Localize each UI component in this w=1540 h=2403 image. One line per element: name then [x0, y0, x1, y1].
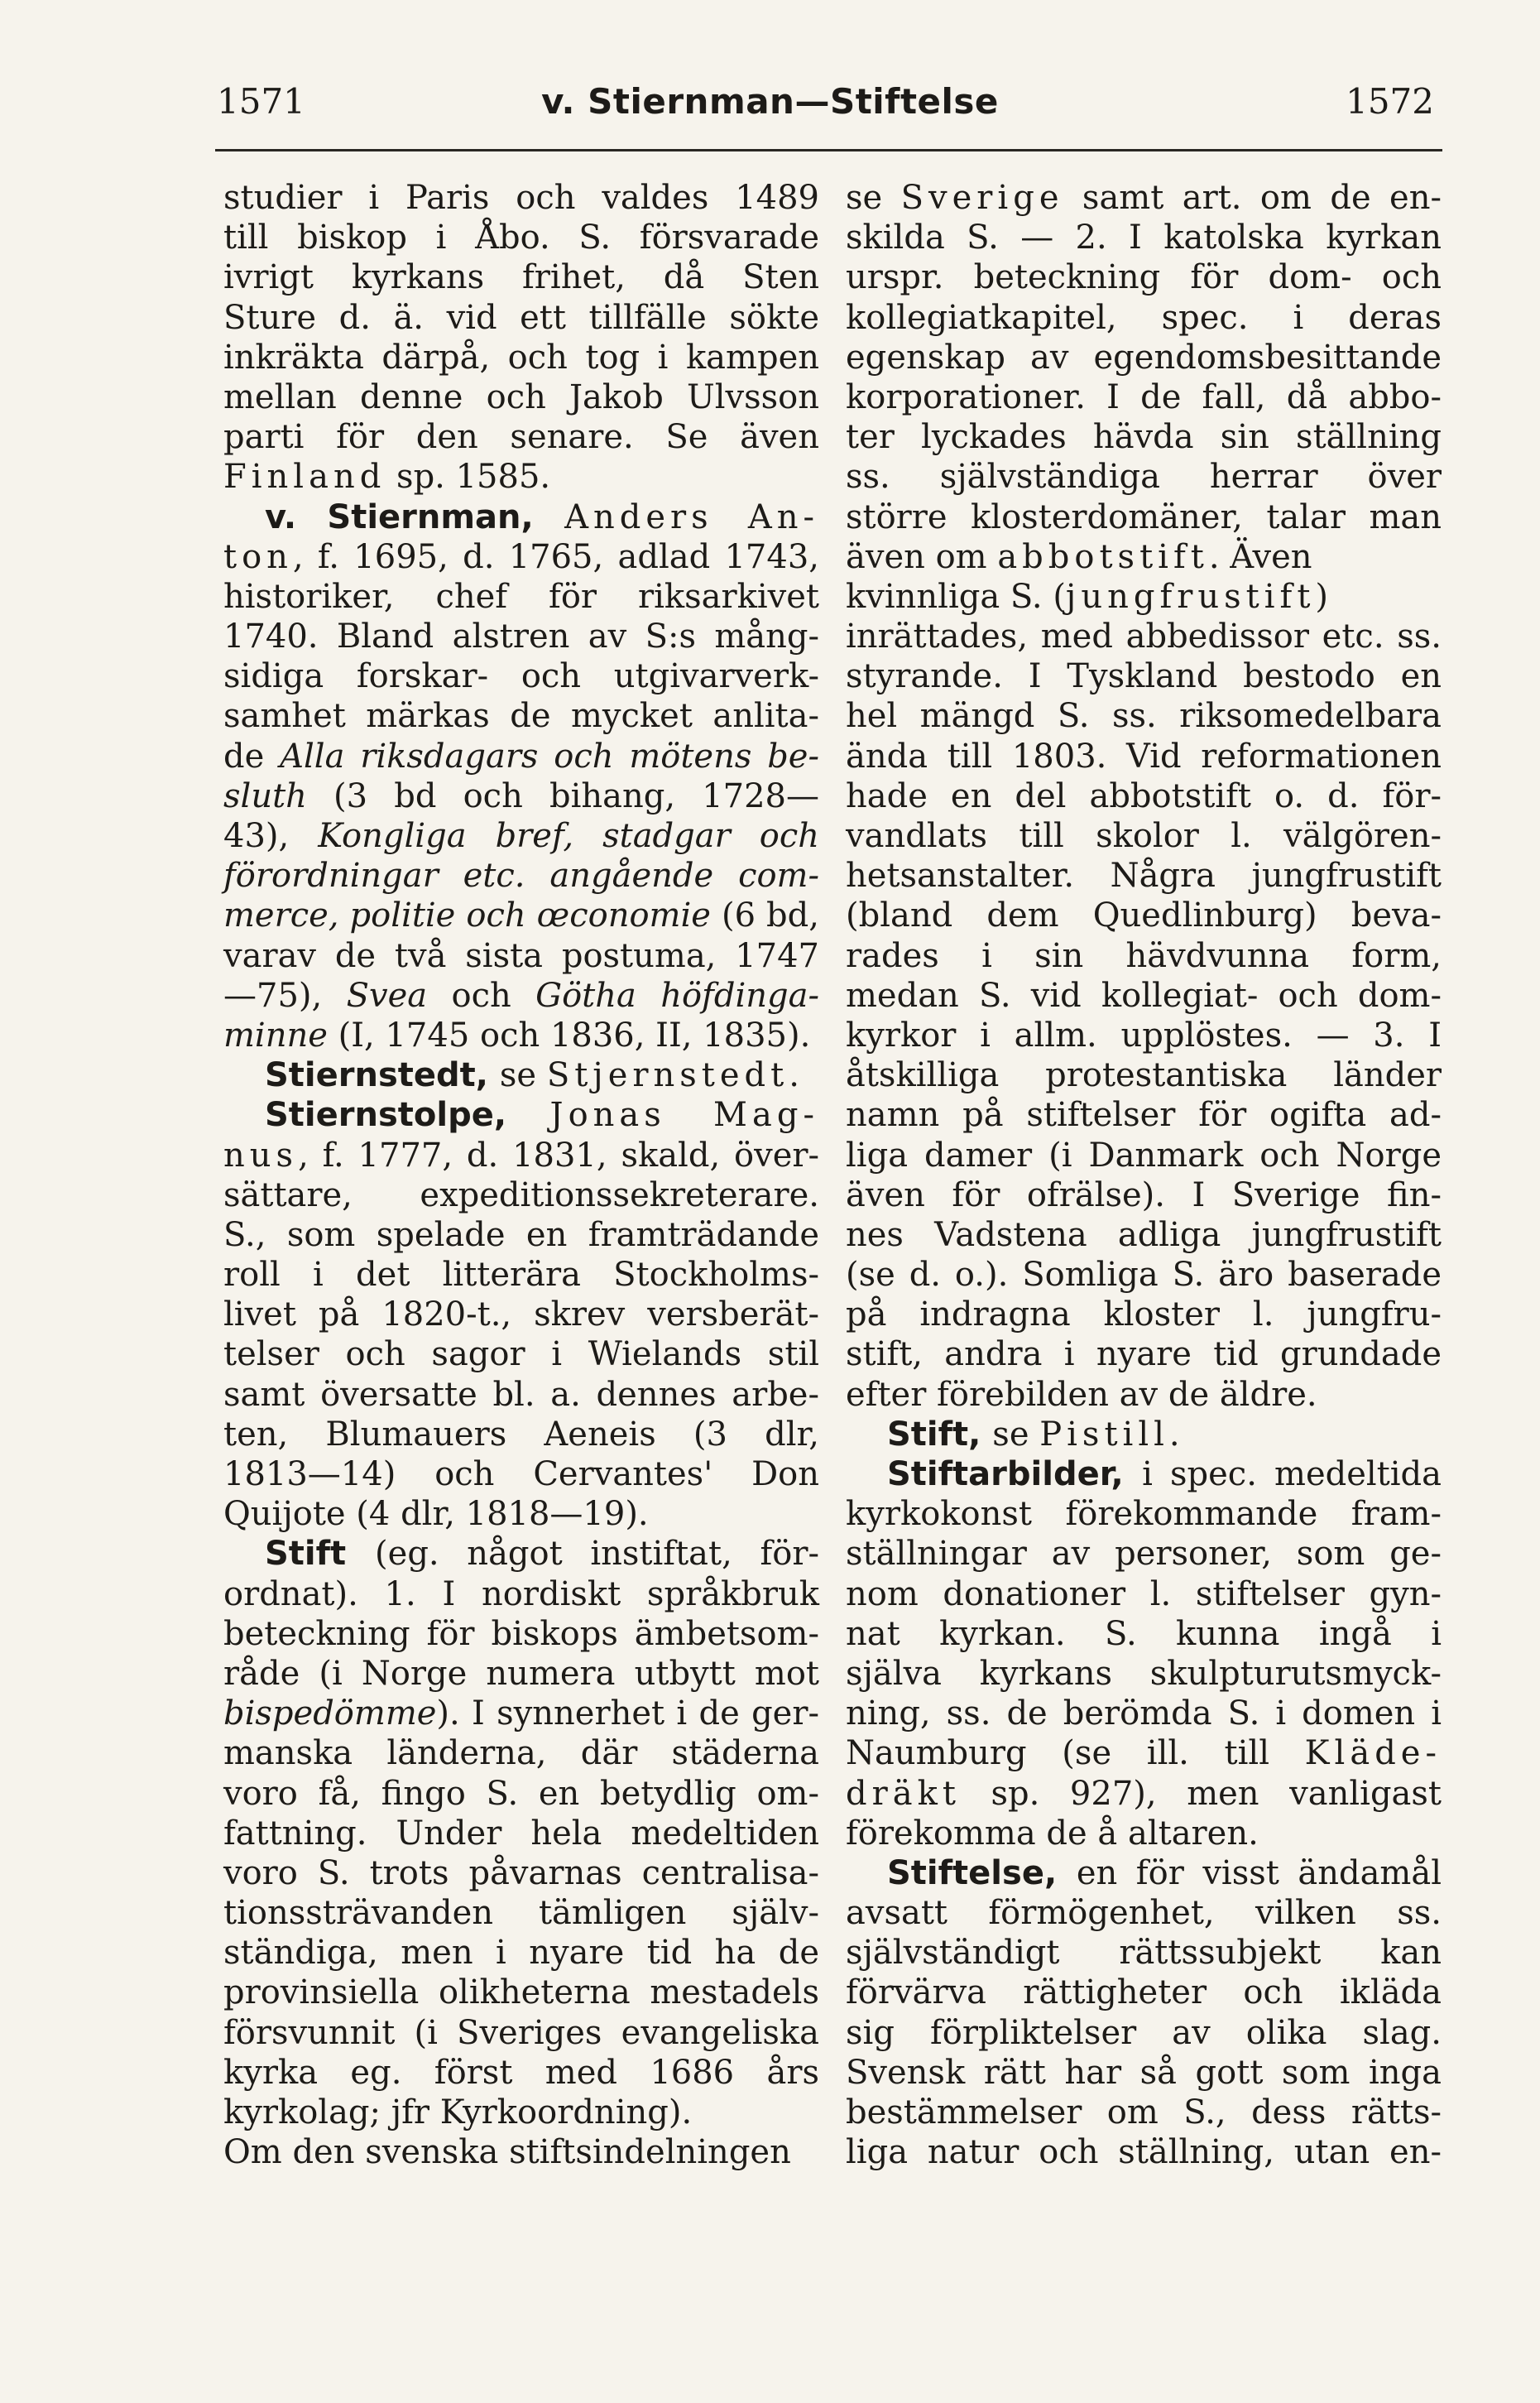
- text-line: [846, 976, 1442, 1016]
- text-segment: större klosterdomäner, talar man: [846, 497, 1442, 536]
- text-segment: Quijote (4 dlr, 1818—19).: [223, 1495, 649, 1534]
- text-line: [223, 896, 819, 935]
- text-segment: nes Vadstena adliga jungfrustift: [846, 1215, 1442, 1254]
- text-line: [223, 1334, 819, 1374]
- text-line: [223, 2132, 819, 2172]
- text-segment: försvunnit (i Sveriges evangeliska: [223, 2013, 819, 2052]
- text-segment: tionssträvanden tämligen själv-: [223, 1894, 819, 1933]
- text-line: [223, 338, 819, 377]
- text-line: [846, 298, 1442, 338]
- text-segment: till biskop i Åbo. S. försvarade: [223, 219, 819, 257]
- text-line: [223, 1454, 819, 1494]
- text-segment: 1740. Bland alstren av S:s mång-: [223, 618, 819, 656]
- text-line: [846, 1055, 1442, 1095]
- text-segment: manska länderna, där städerna: [223, 1734, 819, 1773]
- text-segment: se: [846, 179, 901, 217]
- text-line: [223, 1295, 819, 1334]
- left-column: [223, 178, 819, 2172]
- text-line: [846, 896, 1442, 935]
- italic-title: förordningar etc. angående com-: [223, 857, 819, 896]
- text-segment: kyrkokonst förekommande fram-: [846, 1495, 1442, 1534]
- text-segment: samt art. om de en-: [1063, 179, 1442, 217]
- text-segment: hetsanstalter. Några jungfrustift: [846, 857, 1442, 896]
- text-line: [223, 656, 819, 696]
- text-line: [223, 298, 819, 338]
- text-segment: även för ofrälse). I Sverige fin-: [846, 1175, 1442, 1214]
- text-segment: Om den svenska stiftsindelningen: [223, 2133, 791, 2172]
- text-segment: varav de två sista postuma, 1747: [223, 936, 819, 975]
- text-line: [223, 1614, 819, 1654]
- spaced-reference: Finland: [223, 458, 386, 497]
- text-segment: (bland dem Quedlinburg) beva-: [846, 896, 1442, 935]
- text-line: [846, 537, 1442, 577]
- text-line: [223, 1534, 819, 1574]
- text-line: [846, 417, 1442, 457]
- text-segment: livet på 1820-t., skrev versberät-: [223, 1295, 819, 1334]
- text-line: [846, 257, 1442, 297]
- text-line: [223, 257, 819, 297]
- text-line: [846, 856, 1442, 896]
- text-line: [846, 1295, 1442, 1334]
- headword: Stiernstolpe,: [265, 1096, 550, 1135]
- italic-title: Alla riksdagars och mötens be-: [280, 737, 819, 776]
- headword: v. Stiernman,: [265, 497, 565, 536]
- text-line: [223, 1375, 819, 1415]
- text-segment: en för visst ändamål: [1076, 1853, 1442, 1892]
- text-line: [223, 178, 819, 218]
- text-line: [846, 1814, 1442, 1853]
- text-segment: nom donationer l. stiftelser gyn-: [846, 1574, 1442, 1613]
- text-line: [846, 617, 1442, 656]
- text-line: [846, 1334, 1442, 1374]
- headword: Stift,: [887, 1415, 993, 1454]
- text-segment: 43),: [223, 817, 319, 855]
- text-line: [846, 577, 1442, 617]
- text-segment: .: [1168, 1415, 1180, 1454]
- text-segment: vandlats till skolor l. välgören-: [846, 817, 1442, 855]
- text-line: [846, 1694, 1442, 1733]
- spaced-reference: Stjernstedt: [546, 1056, 789, 1095]
- text-segment: ställningar av personer, som ge-: [846, 1535, 1442, 1574]
- italic-title: Svea: [346, 976, 428, 1015]
- italic-title: Kongliga bref, stadgar och: [318, 817, 819, 855]
- text-line: [846, 816, 1442, 856]
- text-line: [223, 1694, 819, 1733]
- text-line: [223, 1215, 819, 1255]
- text-segment: roll i det litterära Stockholms-: [223, 1256, 819, 1295]
- italic-title: Götha höfdinga-: [535, 976, 819, 1015]
- text-segment: ordnat). 1. I nordiskt språkbruk: [223, 1574, 819, 1613]
- text-segment: sp. 927), men vanligast: [960, 1774, 1442, 1813]
- running-title: v. Stiernman—Stiftelse: [541, 81, 999, 122]
- text-segment: i spec. medeltida: [1142, 1455, 1442, 1493]
- text-segment: åtskilliga protestantiska länder: [846, 1056, 1442, 1095]
- text-line: [223, 1933, 819, 1973]
- text-segment: även om: [846, 537, 998, 576]
- text-segment: självständigt rättssubjekt kan: [846, 1934, 1442, 1973]
- text-segment: nat kyrkan. S. kunna ingå i: [846, 1614, 1442, 1653]
- spaced-reference: Jonas Mag-: [549, 1096, 819, 1135]
- text-line: [223, 816, 819, 856]
- text-segment: sig förpliktelser av olika slag.: [846, 2013, 1442, 2052]
- text-segment: .: [789, 1056, 799, 1095]
- text-segment: och: [427, 976, 536, 1015]
- text-segment: telser och sagor i Wielands stil: [223, 1335, 819, 1374]
- text-line: [846, 1774, 1442, 1814]
- text-line: [846, 656, 1442, 696]
- text-segment: samt översatte bl. a. dennes arbe-: [223, 1375, 819, 1414]
- text-segment: avsatt förmögenhet, vilken ss.: [846, 1894, 1442, 1933]
- text-line: [223, 1494, 819, 1534]
- text-segment: korporationer. I de fall, då abbo-: [846, 377, 1442, 416]
- headword: Stift: [265, 1535, 376, 1574]
- text-segment: kyrka eg. först med 1686 års: [223, 2053, 819, 2092]
- text-segment: ss. självständiga herrar över: [846, 458, 1442, 497]
- text-segment: , f. 1777, d. 1831, skald, över-: [298, 1136, 819, 1175]
- text-segment: ständiga, men i nyare tid ha de: [223, 1934, 819, 1973]
- text-segment: de: [223, 737, 281, 776]
- text-line: [846, 1853, 1442, 1893]
- text-segment: hel mängd S. ss. riksomedelbara: [846, 697, 1442, 736]
- text-segment: urspr. beteckning för dom- och: [846, 258, 1442, 297]
- text-line: [223, 218, 819, 257]
- text-segment: råde (i Norge numera utbytt mot: [223, 1654, 819, 1693]
- right-column: [846, 178, 1442, 2172]
- text-segment: provinsiella olikheterna mestadels: [223, 1973, 819, 2012]
- text-segment: S., som spelade en framträdande: [223, 1215, 819, 1254]
- text-line: [223, 1973, 819, 2012]
- spaced-reference: ton: [223, 537, 293, 576]
- text-line: [223, 497, 819, 537]
- text-line: [846, 1016, 1442, 1055]
- spaced-reference: Kläde-: [1304, 1734, 1442, 1773]
- italic-title: sluth: [223, 776, 307, 815]
- text-segment: kyrkor i allm. upplöstes. — 3. I: [846, 1016, 1442, 1055]
- text-line: [846, 457, 1442, 497]
- text-segment: Sture d. ä. vid ett tillfälle sökte: [223, 298, 819, 337]
- text-segment: kvinnliga S. (: [846, 577, 1066, 616]
- text-line: [846, 2132, 1442, 2172]
- spaced-reference: Anders An-: [564, 497, 819, 536]
- text-line: [223, 537, 819, 577]
- text-line: [846, 1255, 1442, 1295]
- text-line: [223, 1774, 819, 1814]
- text-line: [223, 1654, 819, 1694]
- italic-title: bispedömme: [223, 1694, 437, 1733]
- text-segment: ning, ss. de berömda S. i domen i: [846, 1694, 1442, 1733]
- text-segment: kollegiatkapitel, spec. i deras: [846, 298, 1442, 337]
- text-segment: (6 bd,: [710, 896, 819, 935]
- text-segment: förvärva rättigheter och ikläda: [846, 1973, 1442, 2012]
- text-line: [223, 1733, 819, 1773]
- text-line: [223, 1136, 819, 1175]
- text-line: [223, 1055, 819, 1095]
- text-segment: ). I synnerhet i de ger-: [436, 1694, 819, 1733]
- text-line: [223, 2013, 819, 2053]
- text-segment: ivrigt kyrkans frihet, då Sten: [223, 258, 819, 297]
- text-segment: (se d. o.). Somliga S. äro baserade: [846, 1256, 1442, 1295]
- italic-title: minne: [223, 1016, 328, 1055]
- text-line: [223, 1574, 819, 1614]
- text-segment: hade en del abbotstift o. d. för-: [846, 776, 1442, 815]
- spaced-reference: Sverige: [900, 179, 1064, 217]
- headword: Stiernstedt,: [265, 1056, 500, 1095]
- text-segment: inkräkta därpå, och tog i kampen: [223, 338, 819, 377]
- text-line: [846, 497, 1442, 537]
- text-segment: historiker, chef för riksarkivet: [223, 577, 819, 616]
- text-line: [846, 1175, 1442, 1215]
- text-line: [846, 696, 1442, 736]
- text-segment: ten, Blumauers Aeneis (3 dlr,: [223, 1415, 819, 1454]
- text-segment: studier i Paris och valdes 1489: [223, 179, 819, 217]
- text-segment: namn på stiftelser för ogifta ad-: [846, 1096, 1442, 1135]
- text-line: [846, 1933, 1442, 1973]
- italic-title: merce, politie och œconomie: [223, 896, 711, 935]
- text-line: [846, 178, 1442, 218]
- text-line: [846, 2093, 1442, 2132]
- text-segment: skilda S. — 2. I katolska kyrkan: [846, 219, 1442, 257]
- text-segment: inrättades, med abbedissor etc. ss.: [846, 618, 1442, 656]
- text-segment: (I, 1745 och 1836, II, 1835).: [327, 1016, 811, 1055]
- text-line: [223, 1893, 819, 1933]
- text-line: [846, 1494, 1442, 1534]
- text-segment: styrande. I Tyskland bestodo en: [846, 657, 1442, 696]
- text-line: [223, 2093, 819, 2132]
- spaced-reference: Pistill: [1039, 1415, 1169, 1454]
- text-segment: se: [992, 1415, 1040, 1454]
- spaced-reference: dräkt: [846, 1774, 961, 1813]
- text-line: [846, 2053, 1442, 2093]
- text-segment: 1813—14) och Cervantes' Don: [223, 1455, 819, 1493]
- text-segment: efter förebilden av de äldre.: [846, 1375, 1317, 1414]
- text-line: [223, 1814, 819, 1853]
- text-line: [223, 976, 819, 1016]
- text-line: [223, 1415, 819, 1454]
- text-line: [846, 1454, 1442, 1494]
- text-line: [846, 1095, 1442, 1135]
- text-line: [846, 1614, 1442, 1654]
- text-line: [846, 2013, 1442, 2053]
- text-segment: voro få, fingo S. en betydlig om-: [223, 1774, 819, 1813]
- text-line: [223, 936, 819, 976]
- text-segment: fattning. Under hela medeltiden: [223, 1814, 819, 1853]
- text-line: [846, 1215, 1442, 1255]
- text-line: [846, 377, 1442, 417]
- text-line: [846, 1375, 1442, 1415]
- text-segment: . Även: [1208, 537, 1312, 576]
- text-line: [846, 338, 1442, 377]
- text-segment: liga natur och ställning, utan en-: [846, 2133, 1442, 2172]
- text-line: [223, 417, 819, 457]
- text-line: [846, 1415, 1442, 1454]
- text-segment: på indragna kloster l. jungfru-: [846, 1295, 1442, 1334]
- text-line: [223, 377, 819, 417]
- page-number-left: 1571: [217, 81, 305, 122]
- text-line: [223, 696, 819, 736]
- text-line: [846, 776, 1442, 816]
- text-line: [223, 617, 819, 656]
- page-number-right: 1572: [1346, 81, 1434, 122]
- text-line: [846, 1534, 1442, 1574]
- text-segment: liga damer (i Danmark och Norge: [846, 1136, 1442, 1175]
- text-segment: —75),: [223, 976, 347, 1015]
- text-line: [846, 1574, 1442, 1614]
- text-line: [223, 577, 819, 617]
- text-segment: sidiga forskar- och utgivarverk-: [223, 657, 819, 696]
- text-line: [846, 1973, 1442, 2012]
- text-segment: , f. 1695, d. 1765, adlad 1743,: [292, 537, 819, 576]
- text-segment: mellan denne och Jakob Ulvsson: [223, 377, 819, 416]
- text-line: [846, 737, 1442, 776]
- text-segment: (3 bd och bihang, 1728—: [306, 776, 819, 815]
- text-segment: rades i sin hävdvunna form,: [846, 936, 1442, 975]
- spaced-reference: jungfrustift: [1065, 577, 1316, 616]
- text-segment: voro S. trots påvarnas centralisa-: [223, 1853, 819, 1892]
- text-segment: ter lyckades hävda sin ställning: [846, 418, 1442, 457]
- text-segment: Naumburg (se ill. till: [846, 1734, 1305, 1773]
- text-line: [223, 1175, 819, 1215]
- text-segment: egenskap av egendomsbesittande: [846, 338, 1442, 377]
- text-segment: (eg. något instiftat, för-: [375, 1535, 819, 1574]
- text-line: [846, 1136, 1442, 1175]
- text-line: [223, 1095, 819, 1135]
- text-segment: parti för den senare. Se även: [223, 418, 819, 457]
- text-line: [223, 856, 819, 896]
- text-segment: se: [499, 1056, 547, 1095]
- text-segment: kyrkolag; jfr Kyrkoordning).: [223, 2093, 693, 2131]
- text-line: [223, 457, 819, 497]
- text-segment: stift, andra i nyare tid grundade: [846, 1335, 1442, 1374]
- text-segment: sättare, expeditionssekreterare.: [223, 1175, 819, 1214]
- text-line: [846, 936, 1442, 976]
- text-line: [223, 776, 819, 816]
- text-line: [846, 1893, 1442, 1933]
- spaced-reference: abbotstift: [997, 537, 1209, 576]
- text-segment: Svensk rätt har så gott som inga: [846, 2053, 1442, 2092]
- text-line: [223, 1016, 819, 1055]
- header-rule: [215, 149, 1442, 151]
- text-segment: själva kyrkans skulpturutsmyck-: [846, 1654, 1442, 1693]
- text-line: [223, 1255, 819, 1295]
- text-segment: medan S. vid kollegiat- och dom-: [846, 976, 1442, 1015]
- text-line: [846, 1654, 1442, 1694]
- text-segment: samhet märkas de mycket anlita-: [223, 697, 819, 736]
- text-line: [223, 2053, 819, 2093]
- text-segment: förekomma de å altaren.: [846, 1814, 1259, 1853]
- text-segment: beteckning för biskops ämbetsom-: [223, 1614, 819, 1653]
- text-line: [223, 737, 819, 776]
- headword: Stiftarbilder,: [887, 1455, 1143, 1493]
- text-line: [223, 1853, 819, 1893]
- text-segment: bestämmelser om S., dess rätts-: [846, 2093, 1442, 2131]
- text-line: [846, 218, 1442, 257]
- text-segment: ): [1315, 577, 1329, 616]
- text-line: [846, 1733, 1442, 1773]
- text-segment: ända till 1803. Vid reformationen: [846, 737, 1442, 776]
- headword: Stiftelse,: [887, 1853, 1077, 1892]
- spaced-reference: nus: [223, 1136, 299, 1175]
- text-segment: sp. 1585.: [386, 458, 551, 497]
